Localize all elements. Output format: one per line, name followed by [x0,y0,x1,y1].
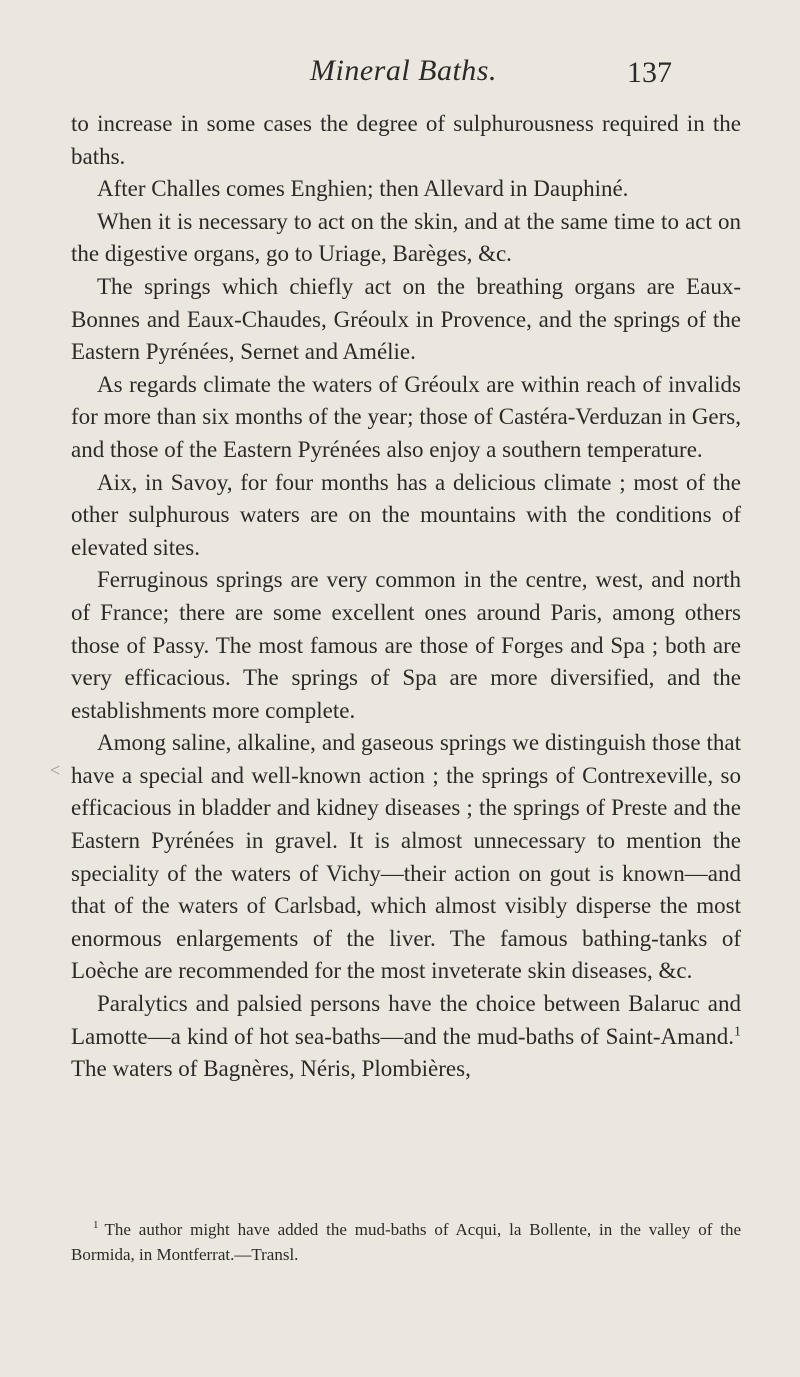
footnote-text: The author might have added the mud-baths of Acqui, la Bollente, in the valley of the Bormida, in Montferrat.—Transl. [71,1220,741,1264]
footnote-number: 1 [93,1219,99,1232]
paragraph: to increase in some cases the degree of sulphurousness required in the baths. [71,111,741,169]
paragraph-text-continued: The waters of Bagnères, Néris, Plombières, [71,1056,471,1082]
paragraph: Ferruginous springs are very common in the centre, west, and north of France; there are some excellent ones around Paris, among others those of Passy. The most famous are those of Forges and Spa ; both are very efficacious. The springs of Spa are more diversified, and the establishments more complete. [71,567,741,723]
footnote [71,1217,741,1267]
running-title: Mineral Baths. [310,54,497,87]
footnote-reference[interactable]: 1 [734,1023,741,1039]
page-number: 137 [627,56,672,89]
paragraph: Among saline, alkaline, and gaseous springs we distinguish those that have a special and well-known action ; the springs of Contrexeville, so efficacious in bladder and kidney diseases ; the springs of Preste and the Eastern Pyrénées in gravel. It is almost unnecessary to mention the speciality of the waters of Vichy—their action on gout is known—and that of the waters of Carlsbad, which almost visibly disperse the most enormous enlargements of the liver. The famous bathing-tanks of Loèche are recommended for the most inveterate skin diseases, &c. [71,730,741,984]
paragraph: After Challes comes Enghien; then Allevard in Dauphiné. [97,176,629,202]
body-text [71,108,741,1086]
paragraph: As regards climate the waters of Gréoulx are within reach of invalids for more than six months of the year; those of Castéra-Verduzan in Gers, and those of the Eastern Pyrénées also enjoy a southern temperature. [71,371,741,462]
paragraph: The springs which chiefly act on the breathing organs are Eaux-Bonnes and Eaux-Chaudes, Gréoulx in Provence, and the springs of the Eastern Pyrénées, Sernet and Amélie. [71,273,741,365]
paragraph: Aix, in Savoy, for four months has a delicious climate ; most of the other sulphurous waters are on the mountains with the conditions of elevated sites. [71,469,741,560]
margin-pencil-mark: < [50,760,61,780]
running-head [0,54,800,94]
paragraph-with-footnote-ref [71,988,741,1086]
paragraph: When it is necessary to act on the skin, and at the same time to act on the digestive organs, go to Uriage, Barèges, &c. [71,208,741,267]
paragraph-text: Paralytics and palsied persons have the choice between Balaruc and Lamotte—a kind of hot sea-baths—and the mud-baths of Saint-Amand. [71,991,741,1049]
